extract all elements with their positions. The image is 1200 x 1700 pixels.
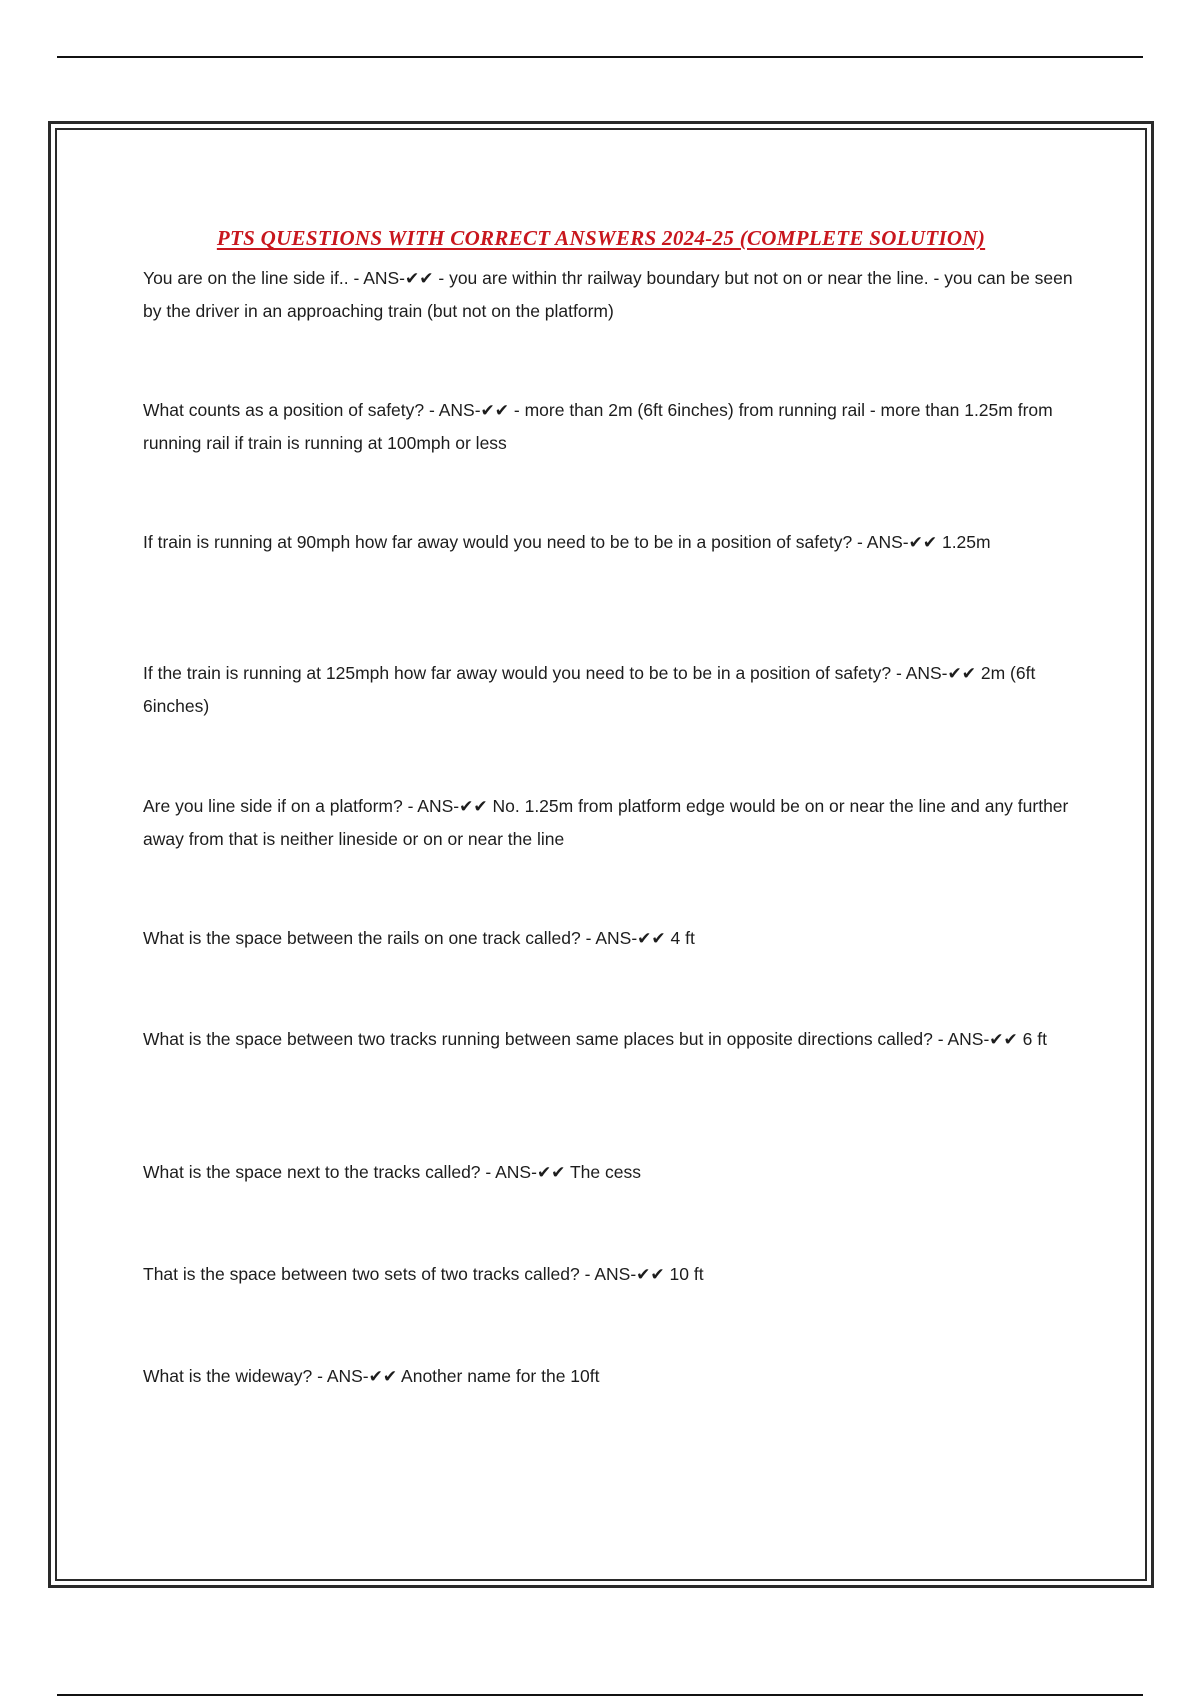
check-mark-icon: ✔✔: [908, 533, 938, 553]
answer-text: - you are within thr railway boundary but not on or near the line. - you can be seen by the driver in an approaching train (but not on the platform): [143, 268, 1073, 321]
check-mark-icon: ✔✔: [480, 401, 510, 421]
qa-item: [143, 1360, 1073, 1393]
qa-item: [143, 657, 1073, 722]
document-title: PTS QUESTIONS WITH CORRECT ANSWERS 2024-25 (COMPLETE SOLUTION): [216, 226, 986, 250]
question-text: That is the space between two sets of two tracks called? - ANS-: [143, 1264, 637, 1284]
qa-item: [143, 394, 1073, 459]
check-mark-icon: ✔✔: [637, 929, 666, 949]
answer-text: The cess: [565, 1162, 641, 1182]
answer-text: - more than 2m (6ft 6inches) from running rail - more than 1.25m from running rail if train is running at 100mph or less: [143, 400, 1053, 453]
qa-item: [143, 526, 1073, 559]
document-frame-inner: [55, 128, 1147, 1581]
question-text: If train is running at 90mph how far away would you need to be to be in a position of safety? - ANS-: [143, 532, 909, 552]
check-mark-icon: ✔✔: [405, 269, 434, 289]
check-mark-icon: ✔✔: [368, 1367, 398, 1387]
check-mark-icon: ✔✔: [636, 1265, 665, 1285]
question-text: What is the space next to the tracks called? - ANS-: [143, 1162, 537, 1182]
qa-item: [143, 1156, 1073, 1189]
question-text: What is the wideway? - ANS-: [143, 1366, 369, 1386]
top-divider: [57, 56, 1143, 58]
bottom-divider: [57, 1694, 1143, 1696]
question-text: What is the space between two tracks running between same places but in opposite directions called? - ANS-: [143, 1029, 990, 1049]
answer-text: 4 ft: [665, 928, 695, 948]
check-mark-icon: ✔✔: [459, 797, 488, 817]
answer-text: 10 ft: [664, 1264, 704, 1284]
check-mark-icon: ✔✔: [536, 1163, 566, 1183]
question-text: Are you line side if on a platform? - ANS-: [143, 796, 460, 816]
question-text: If the train is running at 125mph how far away would you need to be to be in a position of safety? - ANS-: [143, 663, 948, 683]
qa-item: [143, 262, 1073, 327]
check-mark-icon: ✔✔: [947, 664, 977, 684]
answer-text: 2m (6ft 6inches): [143, 663, 1036, 716]
answer-text: Another name for the 10ft: [397, 1366, 600, 1386]
question-text: What is the space between the rails on one track called? - ANS-: [143, 928, 638, 948]
answer-text: 6 ft: [1017, 1029, 1047, 1049]
qa-item: [143, 790, 1073, 855]
question-text: What counts as a position of safety? - ANS-: [143, 400, 481, 420]
document-frame: [48, 121, 1154, 1588]
answer-text: No. 1.25m from platform edge would be on or near the line and any further away from that is neither lineside or on or near the line: [143, 796, 1069, 849]
qa-item: [143, 922, 1073, 955]
answer-text: 1.25m: [937, 532, 991, 552]
qa-item: [143, 1023, 1073, 1056]
question-text: You are on the line side if.. - ANS-: [143, 268, 406, 288]
check-mark-icon: ✔✔: [989, 1030, 1018, 1050]
qa-item: [143, 1258, 1073, 1291]
